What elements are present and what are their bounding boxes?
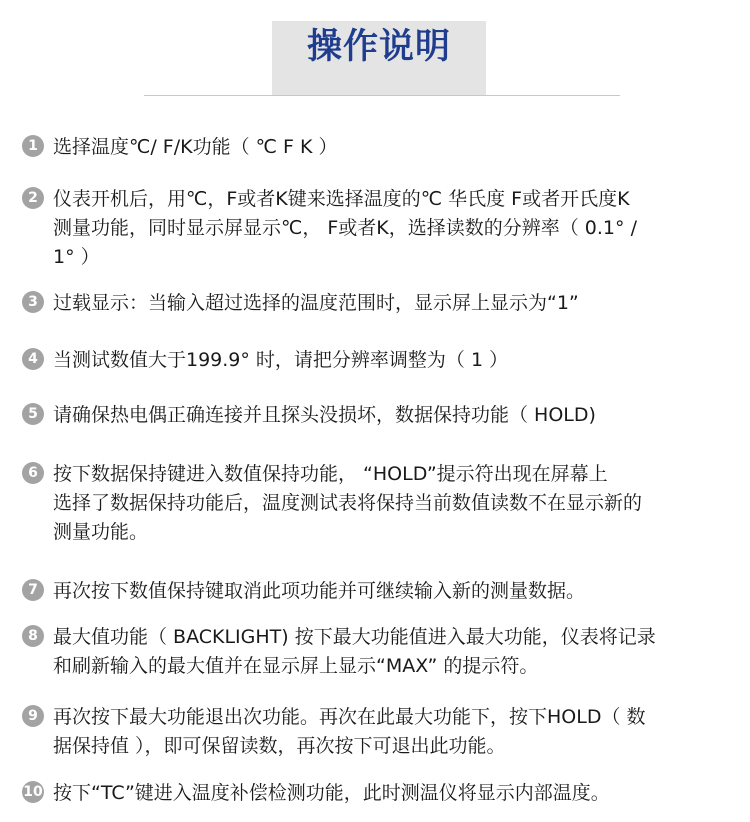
item-number-badge: 4 [22, 348, 44, 370]
item-number-badge: 1 [22, 135, 44, 157]
header-divider [144, 95, 620, 96]
item-text: 再次按下数值保持键取消此项功能并可继续输入新的测量数据。 [53, 580, 586, 602]
item-text: 选择温度℃/ F/K功能（ ℃ F K ） [53, 136, 338, 158]
item-number-badge: 2 [22, 187, 44, 209]
item-text: 当测试数值大于199.9° 时，请把分辨率调整为（ 1 ） [53, 349, 509, 371]
item-text: 按下“TC”键进入温度补偿检测功能，此时测温仪将显示内部温度。 [53, 782, 610, 804]
item-number-badge: 8 [22, 625, 44, 647]
item-number-badge: 5 [22, 403, 44, 425]
item-text: 再次按下最大功能退出次功能。再次在此最大功能下，按下HOLD（ 数 据保持值 ），即可保留读数，再次按下可退出此功能。 [53, 706, 646, 757]
item-text: 仪表开机后，用℃，F或者K键来选择温度的℃ 华氏度 F或者开氏度K 测量功能，同时显示屏显示℃， F或者K，选择读数的分辨率（ 0.1° / 1° ） [53, 188, 637, 268]
item-number-badge: 10 [22, 781, 44, 803]
item-text: 请确保热电偶正确连接并且探头没损坏，数据保持功能（ HOLD) [53, 404, 596, 426]
item-number-badge: 7 [22, 579, 44, 601]
item-text: 过载显示：当输入超过选择的温度范围时，显示屏上显示为“1” [53, 292, 579, 314]
item-number-badge: 3 [22, 291, 44, 313]
header-banner [272, 21, 486, 95]
item-number-badge: 6 [22, 462, 44, 484]
item-text: 最大值功能（ BACKLIGHT) 按下最大功能值进入最大功能，仪表将记录 和刷新输入的最大值并在显示屏上显示“MAX” 的提示符。 [53, 626, 656, 677]
page-title: 操作说明 [306, 27, 451, 67]
item-number-badge: 9 [22, 705, 44, 727]
item-text: 按下数据保持键进入数值保持功能， “HOLD”提示符出现在屏幕上 选择了数据保持功能后，温度测试表将保持当前数值读数不在显示新的 测量功能。 [53, 463, 643, 543]
